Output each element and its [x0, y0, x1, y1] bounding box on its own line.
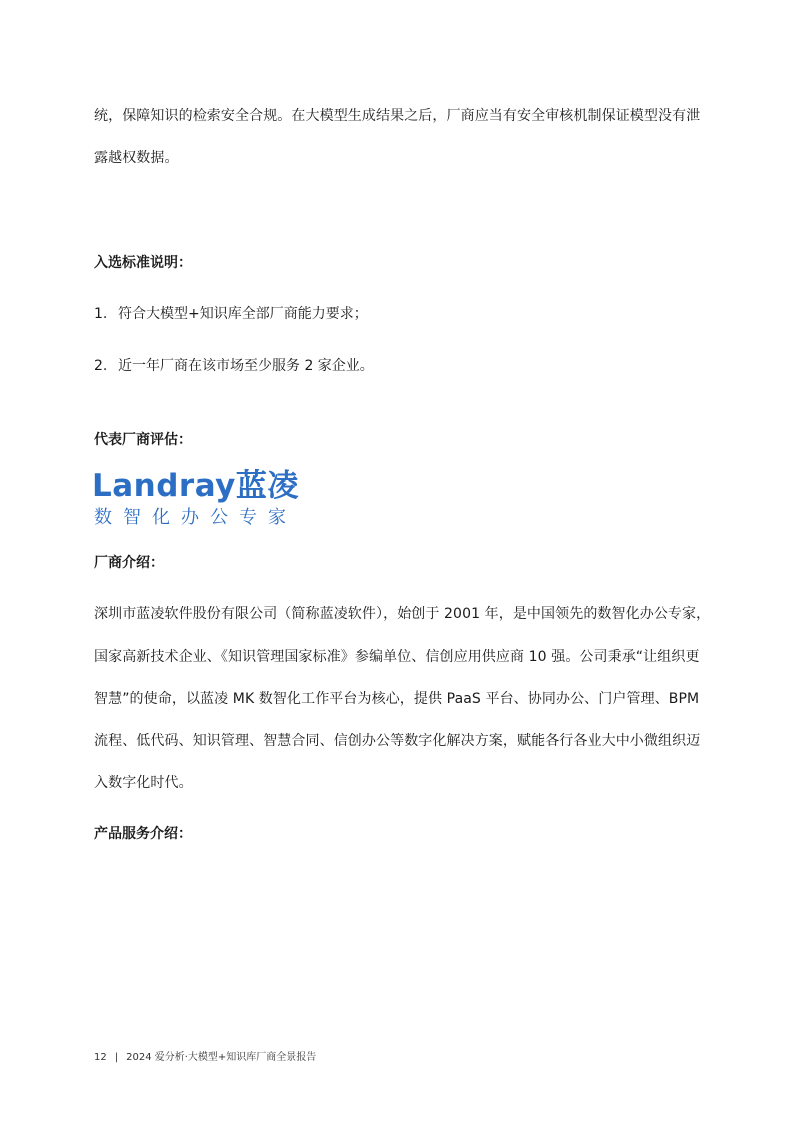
paragraph-line: 国家高新技术企业、《知识管理国家标准》参编单位、信创应用供应商 10 强。公司秉承“让组织更	[94, 649, 700, 665]
footer-separator: |	[114, 1052, 119, 1063]
criteria-heading: 入选标准说明：	[94, 255, 192, 271]
logo-tagline: 数智化办公专家	[94, 507, 297, 528]
report-title: 2024 爱分析·大模型+知识库厂商全景报告	[126, 1052, 317, 1063]
paragraph-line: 智慧”的使命，以蓝凌 MK 数智化工作平台为核心，提供 PaaS 平台、协同办公、门户管理、BPM	[94, 691, 700, 707]
paragraph-line: 深圳市蓝凌软件股份有限公司（简称蓝凌软件），始创于 2001 年，是中国领先的数智化办公专家，	[94, 606, 711, 622]
page-number: 12	[94, 1052, 107, 1063]
product-intro-heading: 产品服务介绍：	[94, 826, 192, 842]
criteria-item	[94, 304, 368, 324]
list-number: 1.	[94, 306, 108, 322]
page-footer	[94, 1051, 316, 1065]
landray-logo	[92, 468, 332, 532]
paragraph-line: 露越权数据。	[94, 150, 179, 166]
vendor-eval-heading: 代表厂商评估：	[94, 432, 192, 448]
logo-brand: Landray蓝凌	[92, 468, 299, 504]
list-text: 近一年厂商在该市场至少服务 2 家企业。	[118, 358, 374, 374]
criteria-item	[94, 356, 374, 376]
paragraph-line: 入数字化时代。	[94, 775, 193, 791]
paragraph-line: 流程、低代码、知识管理、智慧合同、信创办公等数字化解决方案，赋能各行各业大中小微组织迈	[94, 733, 701, 749]
list-text: 符合大模型+知识库全部厂商能力要求；	[118, 306, 368, 322]
paragraph-line: 统，保障知识的检索安全合规。在大模型生成结果之后，厂商应当有安全审核机制保证模型没有泄	[94, 108, 701, 124]
list-number: 2.	[94, 358, 108, 374]
vendor-intro-heading: 厂商介绍：	[94, 555, 164, 571]
